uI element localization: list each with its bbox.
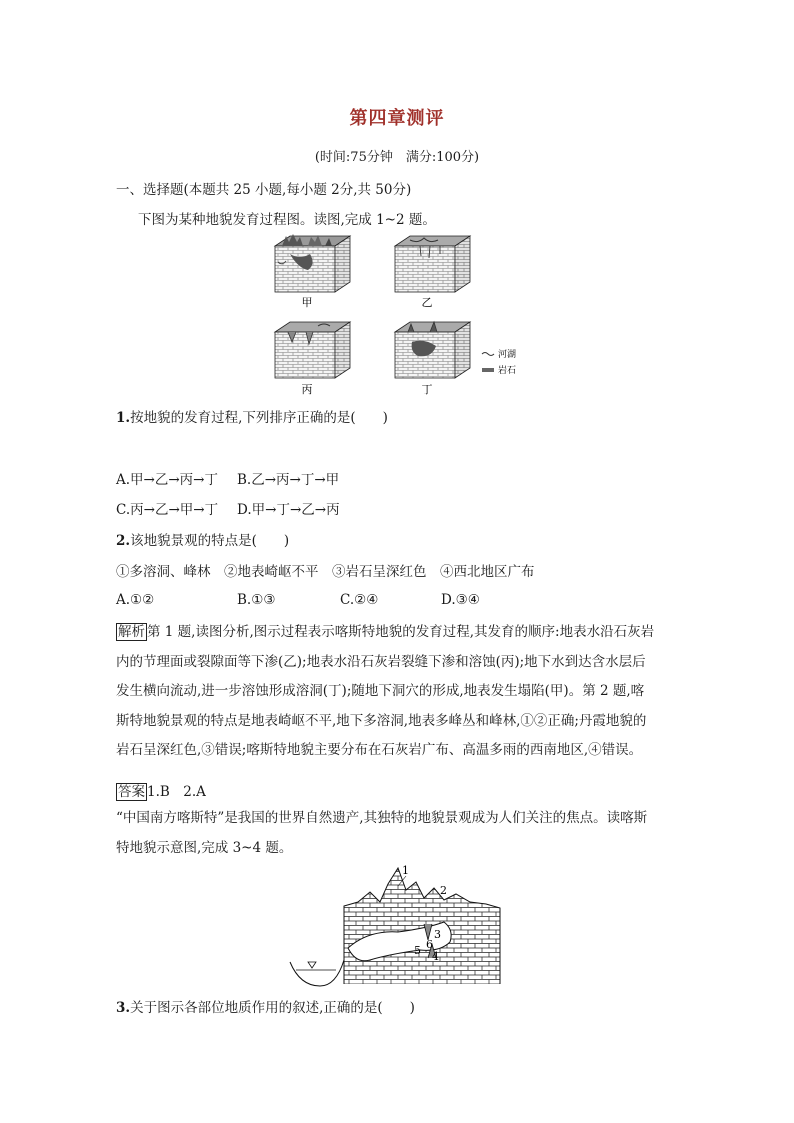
q2-option-a: A.①② xyxy=(116,592,155,608)
answer-tag: 答案 xyxy=(118,784,145,800)
question-3-number: 3. xyxy=(116,1000,131,1016)
question-2-items: ①多溶洞、峰林 ②地表崎岖不平 ③岩石呈深红色 ④西北地区广布 xyxy=(116,564,535,580)
page-subtitle: (时间:75分钟 满分:100分) xyxy=(314,150,480,165)
question-2 xyxy=(116,529,289,549)
figure1-legend xyxy=(482,348,516,376)
analysis-line-2: 内的节理面或裂隙面等下渗(乙);地表水沿石灰岩裂缝下渗和溶蚀(丙);地下水到达含水层后 xyxy=(116,653,646,670)
figure1-intro: 下图为某种地貌发育过程图。读图,完成 1~2 题。 xyxy=(138,212,436,228)
figure1-label-jia: 甲 xyxy=(301,296,313,309)
block-bing xyxy=(275,322,350,378)
rock-icon xyxy=(482,368,494,372)
analysis-line-1: 第 1 题,读图分析,图示过程表示喀斯特地貌的发育过程,其发育的顺序:地表水沿石灰岩 xyxy=(147,624,655,640)
question-3-stem: 关于图示各部位地质作用的叙述,正确的是( ) xyxy=(130,1000,415,1016)
q1-option-d: D.甲→丁→乙→丙 xyxy=(237,502,340,518)
figure2-label-2: 2 xyxy=(440,884,447,897)
figure1-label-ding: 丁 xyxy=(421,383,433,396)
figure2-intro-line-1: “中国南方喀斯特”是我国的世界自然遗产,其独特的地貌景观成为人们关注的焦点。读喀斯 xyxy=(116,810,648,826)
q2-option-c: C.②④ xyxy=(340,592,379,608)
water-level-icon xyxy=(308,962,316,968)
answer-block xyxy=(116,780,206,800)
q2-option-d: D.③④ xyxy=(441,592,480,608)
karst-landform-figure xyxy=(288,862,506,990)
section-heading: 一、选择题(本题共 25 小题,每小题 2分,共 50分) xyxy=(116,182,412,198)
limestone-rock xyxy=(288,862,506,990)
karst-development-figure xyxy=(270,232,530,400)
figure2-label-1: 1 xyxy=(402,864,409,877)
question-1 xyxy=(116,406,388,426)
answer-text: 1.B 2.A xyxy=(147,784,206,800)
analysis-line-3: 发生横向流动,进一步溶蚀形成溶洞(丁);随地下洞穴的形成,地表发生塌陷(甲)。第 2 题,喀 xyxy=(116,683,645,700)
q1-option-b: B.乙→丙→丁→甲 xyxy=(237,472,340,488)
analysis-line-4: 斯特地貌景观的特点是地表崎岖不平,地下多溶洞,地表多峰丛和峰林,①②正确;丹霞地貌的 xyxy=(116,712,647,729)
block-jia xyxy=(275,234,350,292)
legend-rock-label: 岩石 xyxy=(498,366,517,376)
figure1-label-bing: 丙 xyxy=(301,383,313,396)
question-3 xyxy=(116,996,415,1016)
figure2-label-3: 3 xyxy=(434,928,441,941)
q1-option-c: C.丙→乙→甲→丁 xyxy=(116,502,219,518)
analysis-tag: 解析 xyxy=(118,624,145,640)
question-2-number: 2. xyxy=(116,533,131,549)
figure2-label-5: 5 xyxy=(414,944,421,957)
analysis-block xyxy=(116,618,686,766)
figure2-intro xyxy=(116,804,696,863)
figure2-label-4: 4 xyxy=(432,950,439,963)
figure1-label-yi: 乙 xyxy=(421,296,433,309)
river-icon xyxy=(482,353,494,356)
figure2-intro-line-2: 特地貌示意图,完成 3~4 题。 xyxy=(116,839,293,856)
valley xyxy=(290,960,344,986)
page-title: 第四章测评 xyxy=(349,108,445,129)
q2-option-b: B.①③ xyxy=(237,592,276,608)
question-1-number: 1. xyxy=(116,410,131,426)
q1-option-a: A.甲→乙→丙→丁 xyxy=(116,472,218,488)
question-1-stem: 按地貌的发育过程,下列排序正确的是( ) xyxy=(130,410,388,426)
analysis-line-5: 岩石呈深红色,③错误;喀斯特地貌主要分布在石灰岩广布、高温多雨的西南地区,④错误。 xyxy=(116,742,643,759)
block-ding xyxy=(395,322,470,378)
block-yi xyxy=(395,236,470,292)
figure2-label-6: 6 xyxy=(426,938,433,951)
question-2-stem: 该地貌景观的特点是( ) xyxy=(130,533,290,549)
legend-river-label: 河湖 xyxy=(498,350,517,360)
